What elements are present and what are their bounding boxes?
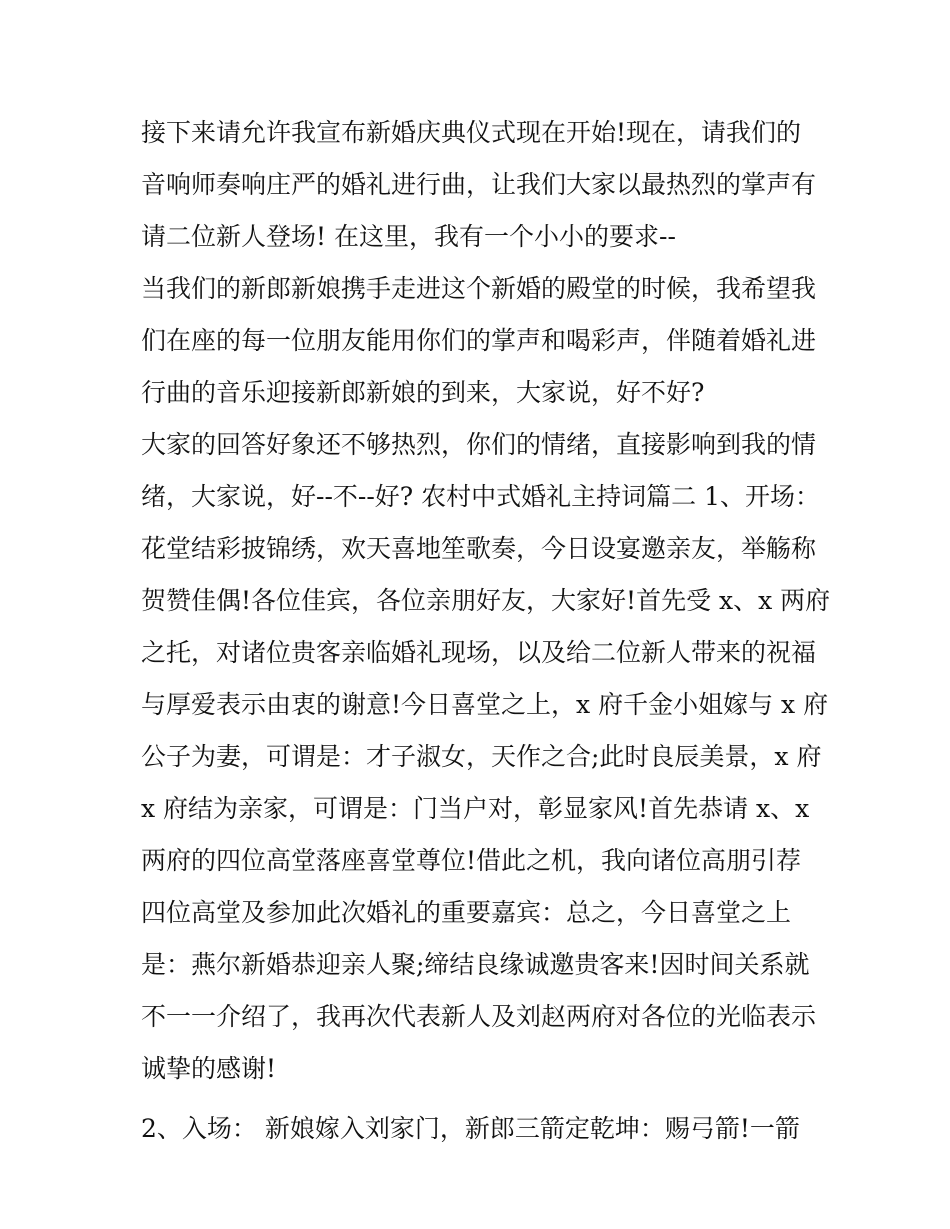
text-line: 公子为妻，可谓是：才子淑女，天作之合;此时良辰美景，x 府 <box>141 742 822 771</box>
text-line: 接下来请允许我宣布新婚庆典仪式现在开始!现在，请我们的 <box>141 118 802 147</box>
text-line: 四位高堂及参加此次婚礼的重要嘉宾：总之，今日喜堂之上 <box>141 898 792 927</box>
text-line: 们在座的每一位朋友能用你们的掌声和喝彩声，伴随着婚礼进 <box>141 326 817 355</box>
text-line: 当我们的新郎新娘携手走进这个新婚的殿堂的时候，我希望我 <box>141 274 817 303</box>
text-line: 与厚爱表示由衷的谢意!今日喜堂之上，x 府千金小姐嫁与 x 府 <box>141 690 829 719</box>
text-line: 请二位新人登场! 在这里，我有一个小小的要求-- <box>141 222 676 251</box>
document-body <box>141 107 831 1155</box>
text-line: 之托，对诸位贵客亲临婚礼现场，以及给二位新人带来的祝福 <box>141 638 817 667</box>
text-line: x 府结为亲家，可谓是：门当户对，彰显家风!首先恭请 x、x <box>141 794 810 823</box>
text-line: 绪，大家说，好--不--好? 农村中式婚礼主持词篇二 1、开场： <box>141 482 820 511</box>
text-line: 行曲的音乐迎接新郎新娘的到来，大家说，好不好? <box>141 378 705 407</box>
text-line: 诚挚的感谢! <box>141 1054 277 1083</box>
text-line: 两府的四位高堂落座喜堂尊位!借此之机，我向诸位高朋引荐 <box>141 846 802 875</box>
text-line: 贺赞佳偶!各位佳宾，各位亲朋好友，大家好!首先受 x、x 两府 <box>141 586 831 615</box>
text-line: 是：燕尔新婚恭迎亲人聚;缔结良缘诚邀贵客来!因时间关系就 <box>141 950 810 979</box>
text-line: 花堂结彩披锦绣，欢天喜地笙歌奏，今日设宴邀亲友，举觞称 <box>141 534 817 563</box>
text-line: 不一一介绍了，我再次代表新人及刘赵两府对各位的光临表示 <box>141 1002 817 1031</box>
text-line: 大家的回答好象还不够热烈，你们的情绪，直接影响到我的情 <box>141 430 817 459</box>
text-line: 2、入场： 新娘嫁入刘家门，新郎三箭定乾坤：赐弓箭!一箭 <box>141 1114 800 1143</box>
text-line: 音响师奏响庄严的婚礼进行曲，让我们大家以最热烈的掌声有 <box>141 170 817 199</box>
